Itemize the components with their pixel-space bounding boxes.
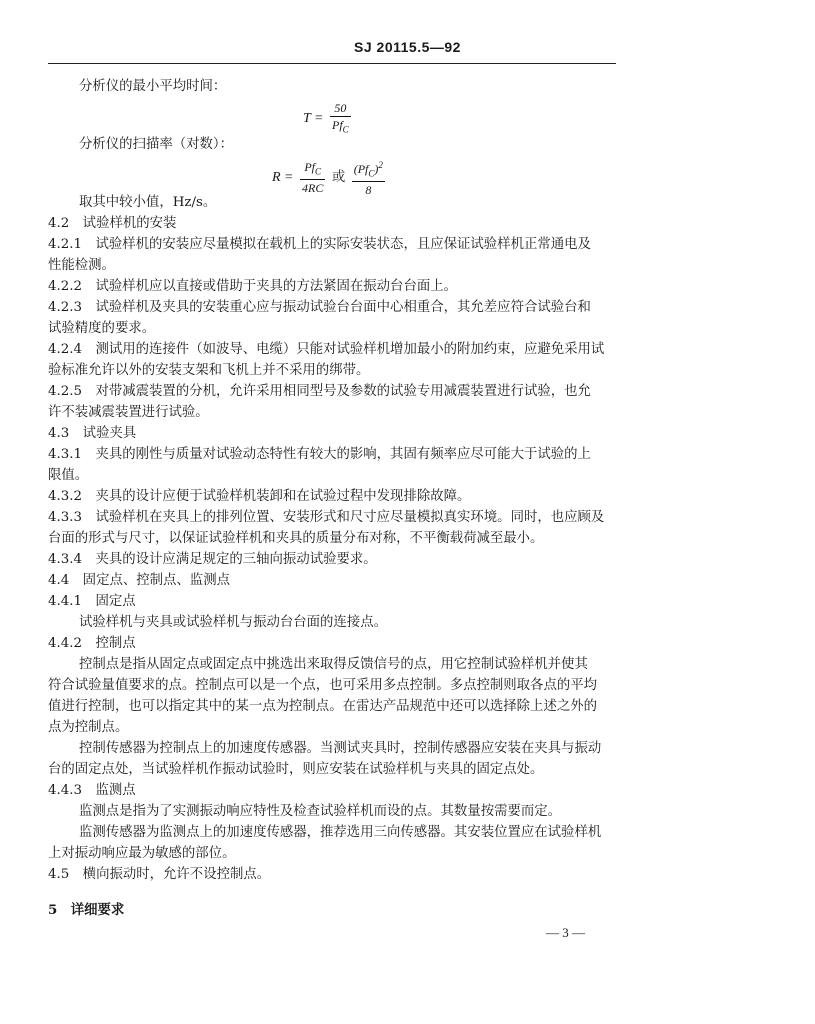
- clause-heading: 4.4.3 监测点: [48, 783, 136, 798]
- clause-line: 台的固定点处，当试验样机作振动试验时，则应安装在试验样机与夹具的固定点处。: [48, 762, 544, 777]
- or-word: 或: [331, 169, 346, 185]
- clause-line: 上对振动响应最为敏感的部位。: [48, 846, 236, 861]
- clause-line: 4.3.2 夹具的设计应便于试验样机装卸和在试验过程中发现排除故障。: [48, 489, 471, 504]
- clause-line: 台面的形式与尺寸，以保证试验样机和夹具的质量分布对称，不平衡载荷减至最小。: [48, 531, 544, 546]
- clause-line: 4.3.1 夹具的刚性与质量对试验动态特性有较大的影响，其固有频率应尽可能大于试验的上: [48, 447, 591, 462]
- clause-line: 符合试验量值要求的点。控制点可以是一个点，也可采用多点控制。多点控制则取各点的平均: [48, 678, 598, 693]
- clause-line: 限值。: [48, 468, 89, 483]
- formula-T: [303, 100, 354, 137]
- clause-line: 控制点是指从固定点或固定点中挑选出来取得反馈信号的点，用它控制试验样机并使其: [79, 657, 588, 672]
- fraction: [352, 157, 385, 198]
- formula-lhs: R =: [272, 169, 294, 185]
- numerator: 50: [330, 100, 351, 117]
- text-line: 分析仪的扫描率（对数）：: [79, 137, 233, 152]
- fraction: [330, 100, 351, 137]
- header-rule: [48, 63, 616, 64]
- clause-line: 试验精度的要求。: [48, 321, 156, 336]
- clause-heading: 4.4.1 固定点: [48, 594, 136, 609]
- numerator-paren: ): [374, 162, 379, 176]
- clause-line: 4.5 横向振动时，允许不设控制点。: [48, 867, 271, 882]
- numerator-exponent: 2: [378, 160, 383, 170]
- section-heading: 4.3 试验夹具: [48, 426, 137, 441]
- clause-line: 4.2.5 对带减震装置的分机，允许采用相同型号及参数的试验专用减震装置进行试验，也允: [48, 384, 591, 399]
- clause-line: 4.3.3 试验样机在夹具上的排列位置、安装形式和尺寸应尽量模拟真实环境。同时，也应顾及: [48, 510, 605, 525]
- clause-line: 4.2.1 试验样机的安装应尽量模拟在载机上的实际安装状态，且应保证试验样机正常通电及: [48, 237, 591, 252]
- clause-line: 试验样机与夹具或试验样机与振动台台面的连接点。: [79, 615, 387, 630]
- clause-line: 4.2.3 试验样机及夹具的安装重心应与振动试验台台面中心相重合，其允差应符合试验台和: [48, 300, 591, 315]
- denominator: [330, 117, 351, 137]
- page-number: — 3 —: [546, 925, 585, 940]
- clause-line: 点为控制点。: [48, 720, 129, 735]
- numerator-subscript: C: [315, 166, 322, 177]
- clause-line: 性能检测。: [48, 258, 115, 273]
- clause-line: 验标准允许以外的安装支架和飞机上并不采用的绑带。: [48, 363, 370, 378]
- clause-line: 监测传感器为监测点上的加速度传感器，推荐选用三向传感器。其安装位置应在试验样机: [79, 825, 602, 840]
- denominator-subscript: C: [342, 124, 349, 135]
- clause-heading: 4.4.2 控制点: [48, 636, 136, 651]
- denominator: 4RC: [302, 181, 324, 196]
- clause-line: 4.2.4 测试用的连接件（如波导、电缆）只能对试验样机增加最小的附加约束，应避免采用试: [48, 342, 605, 357]
- clause-line: 监测点是指为了实测振动响应特性及检查试验样机而设的点。其数量按需要而定。: [79, 804, 562, 819]
- section-heading: 4.2 试验样机的安装: [48, 216, 177, 231]
- section-heading: 4.4 固定点、控制点、监测点: [48, 573, 230, 588]
- clause-line: 4.3.4 夹具的设计应满足规定的三轴向振动试验要求。: [48, 552, 377, 567]
- clause-line: 许不装减震装置进行试验。: [48, 405, 209, 420]
- text-line: 取其中较小值，Hz/s。: [79, 195, 217, 210]
- standard-code-header: SJ 20115.5—92: [354, 39, 461, 55]
- section-heading: 5 详细要求: [48, 902, 125, 918]
- numerator: [352, 157, 385, 182]
- clause-line: 4.2.2 试验样机应以直接或借助于夹具的方法紧固在振动台台面上。: [48, 279, 458, 294]
- formula-R: [272, 157, 388, 198]
- clause-line: 值进行控制，也可以指定其中的某一点为控制点。在雷达产品规范中还可以选择除上述之外的: [48, 699, 598, 714]
- fraction: [300, 159, 325, 196]
- formula-lhs: T =: [303, 110, 324, 126]
- numerator-term: (Pf: [353, 162, 369, 176]
- numerator-term: Pf: [304, 160, 315, 174]
- text-line: 分析仪的最小平均时间：: [79, 79, 227, 94]
- clause-line: 控制传感器为控制点上的加速度传感器。当测试夹具时，控制传感器应安装在夹具与振动: [79, 741, 602, 756]
- numerator: [300, 159, 325, 180]
- numerator-subscript: C: [368, 168, 375, 179]
- denominator: 8: [365, 183, 372, 198]
- denominator-term: Pf: [331, 118, 343, 132]
